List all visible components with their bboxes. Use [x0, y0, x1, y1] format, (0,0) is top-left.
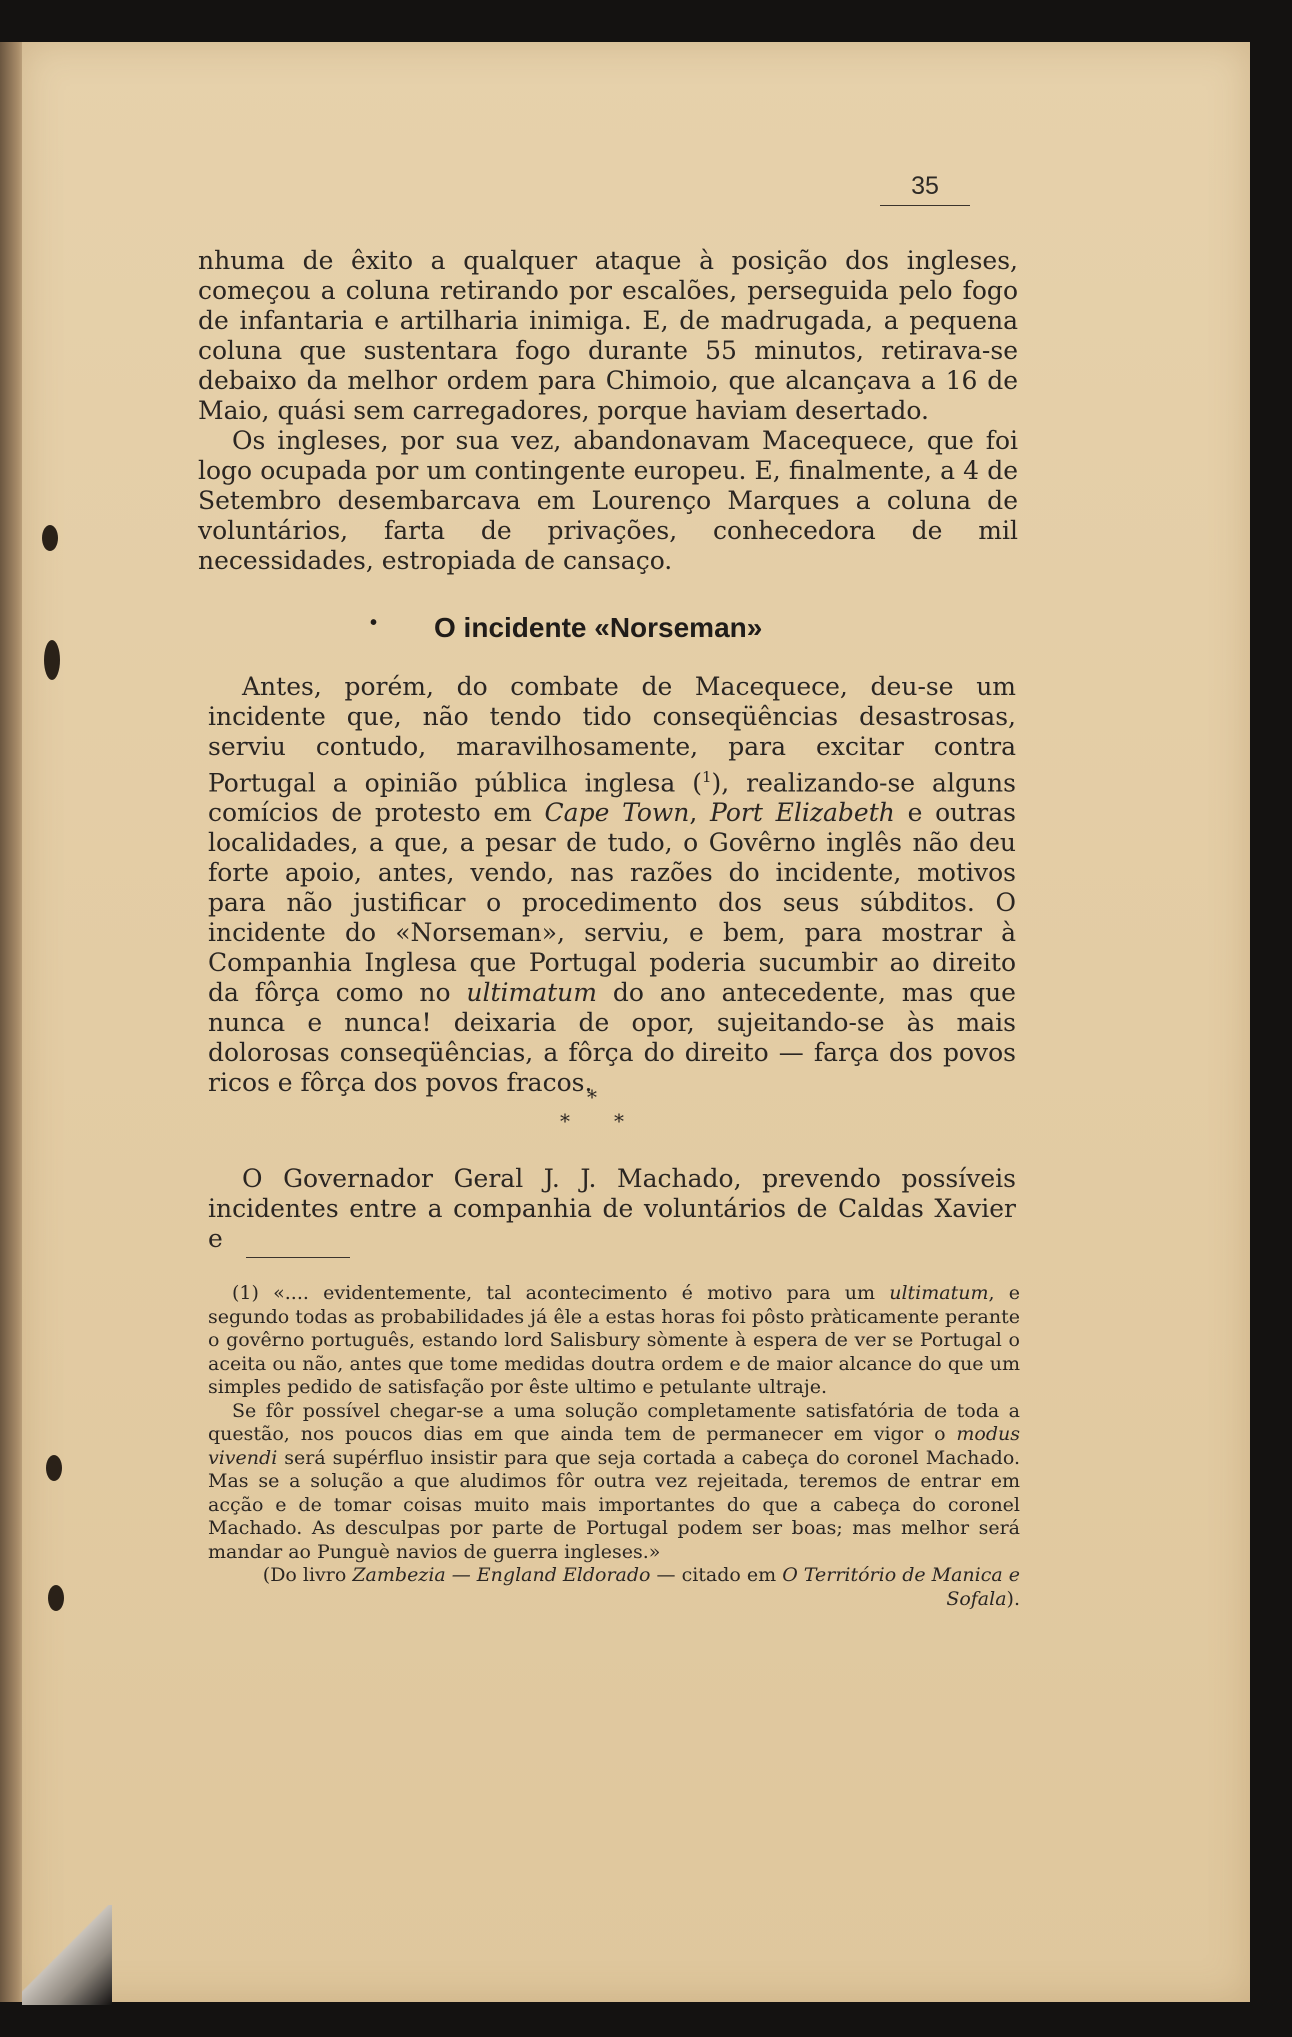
footnote-text: «.... evidentemente, tal acontecimento é motivo para um — [273, 1282, 890, 1304]
latin-term: modus vivendi — [208, 1423, 1020, 1469]
footnote-rule — [246, 1257, 350, 1258]
heading-bullet: • — [370, 612, 378, 634]
paragraph-3-text: e outras localidades, a que, a pesar de tudo, o Govêrno inglês não deu forte apoio, antes, vendo, nas razões do incidente, motivos para não justificar o procedimento dos seus súbditos. O incidente do «Norseman», serviu, e bem, para mostrar à Companhia Inglesa que Portugal poderia sucumbir ao direito da fôrça como no — [208, 798, 1016, 1008]
paragraph-3-text: , — [689, 798, 711, 828]
paragraph-3 — [208, 672, 1016, 1098]
section-heading — [370, 612, 880, 644]
footnote-mark: (1) — [232, 1282, 259, 1304]
separator-star: * — [614, 1109, 624, 1133]
page-number: 35 — [880, 172, 970, 206]
footnote-reference: 1 — [701, 768, 712, 786]
footnote-text: — citado em — [650, 1564, 783, 1586]
paragraph-4: O Governador Geral J. J. Machado, prevendo possíveis incidentes entre a companhia de voluntários de Caldas Xavier e — [208, 1164, 1016, 1253]
separator-star: * — [587, 1085, 597, 1109]
paragraph-3-text: do ano antecedente, mas que nunca e nunca! deixaria de opor, sujeitando-se às mais dolorosas conseqüências, a fôrça do direito — farça dos povos ricos e fôrça dos povos fracos. — [208, 978, 1016, 1098]
separator-star: * — [560, 1109, 570, 1133]
binding-hole — [46, 1455, 62, 1481]
footnote-paragraph-1 — [208, 1282, 1020, 1400]
book-title: O Território de Manica e Sofala — [782, 1564, 1020, 1610]
footnote-text: (Do livro — [262, 1564, 353, 1586]
binding-hole — [48, 1585, 64, 1611]
place-name: Port Elizabeth — [710, 798, 895, 828]
footnote-text: será supérfluo insistir para que seja cortada a cabeça do coronel Machado. Mas se a solução a que aludimos fôr outra vez rejeitada, teremos de entrar em acção e de tomar coisas muito mais importantes do que a cabeça do coronel Machado. As desculpas por parte de Portugal podem ser boas; mas melhor será mandar ao Punguè navios de guerra ingleses.» — [208, 1446, 1020, 1563]
paragraph-3-text: ), realizando-se alguns comícios de protesto em — [208, 768, 1016, 828]
footnote-text: , e segundo todas as probabilidades já êle a estas horas foi pôsto pràticamente perante o govêrno português, estando lord Salisbury sòmente à espera de ver se Portugal o aceita ou não, antes que tome medidas doutra ordem e de maior alcance do que um simples pedido de satisfação por êste ultimo e petulante ultraje. — [208, 1282, 1020, 1398]
latin-term: ultimatum — [889, 1282, 989, 1304]
footnote — [208, 1282, 1020, 1611]
binding-hole — [42, 525, 58, 551]
footnote-source — [208, 1564, 1020, 1611]
torn-corner — [22, 1905, 112, 2005]
section-heading-text: O incidente «Norseman» — [434, 612, 763, 643]
footnote-text: ). — [1006, 1587, 1020, 1610]
paragraph-1: nhuma de êxito a qualquer ataque à posição dos ingleses, começou a coluna retirando por escalões, perseguida pelo fogo de infantaria e artilharia inimiga. E, de madrugada, a pequena coluna que sustentara fogo durante 55 minutos, retirava-se debaixo da melhor ordem para Chimoio, que alcançava a 16 de Maio, quási sem carregadores, porque haviam desertado. — [198, 246, 1018, 425]
place-name: Cape Town — [544, 798, 690, 828]
footnote-text: Se fôr possível chegar-se a uma solução completamente satisfatória de toda a questão, nos poucos dias em que ainda tem de permanecer em vigor o — [208, 1399, 1020, 1445]
paragraph-2: Os ingleses, por sua vez, abandonavam Macequece, que foi logo ocupada por um contingente europeu. E, finalmente, a 4 de Setembro desembarcava em Lourenço Marques a coluna de voluntários, farta de privações, conhecedora de mil necessidades, estropiada de cansaço. — [198, 426, 1018, 575]
section-separator — [560, 1085, 630, 1135]
paragraph-3-text: Antes, porém, do combate de Macequece, deu-se um incidente que, não tendo tido conseqüências desastrosas, serviu contudo, maravilhosamente, para excitar contra Portugal a opinião pública inglesa ( — [208, 672, 1016, 798]
binding-hole — [44, 640, 60, 680]
latin-term: ultimatum — [466, 978, 597, 1008]
footnote-paragraph-2 — [208, 1400, 1020, 1565]
book-title: Zambezia — England Eldorado — [352, 1564, 651, 1586]
